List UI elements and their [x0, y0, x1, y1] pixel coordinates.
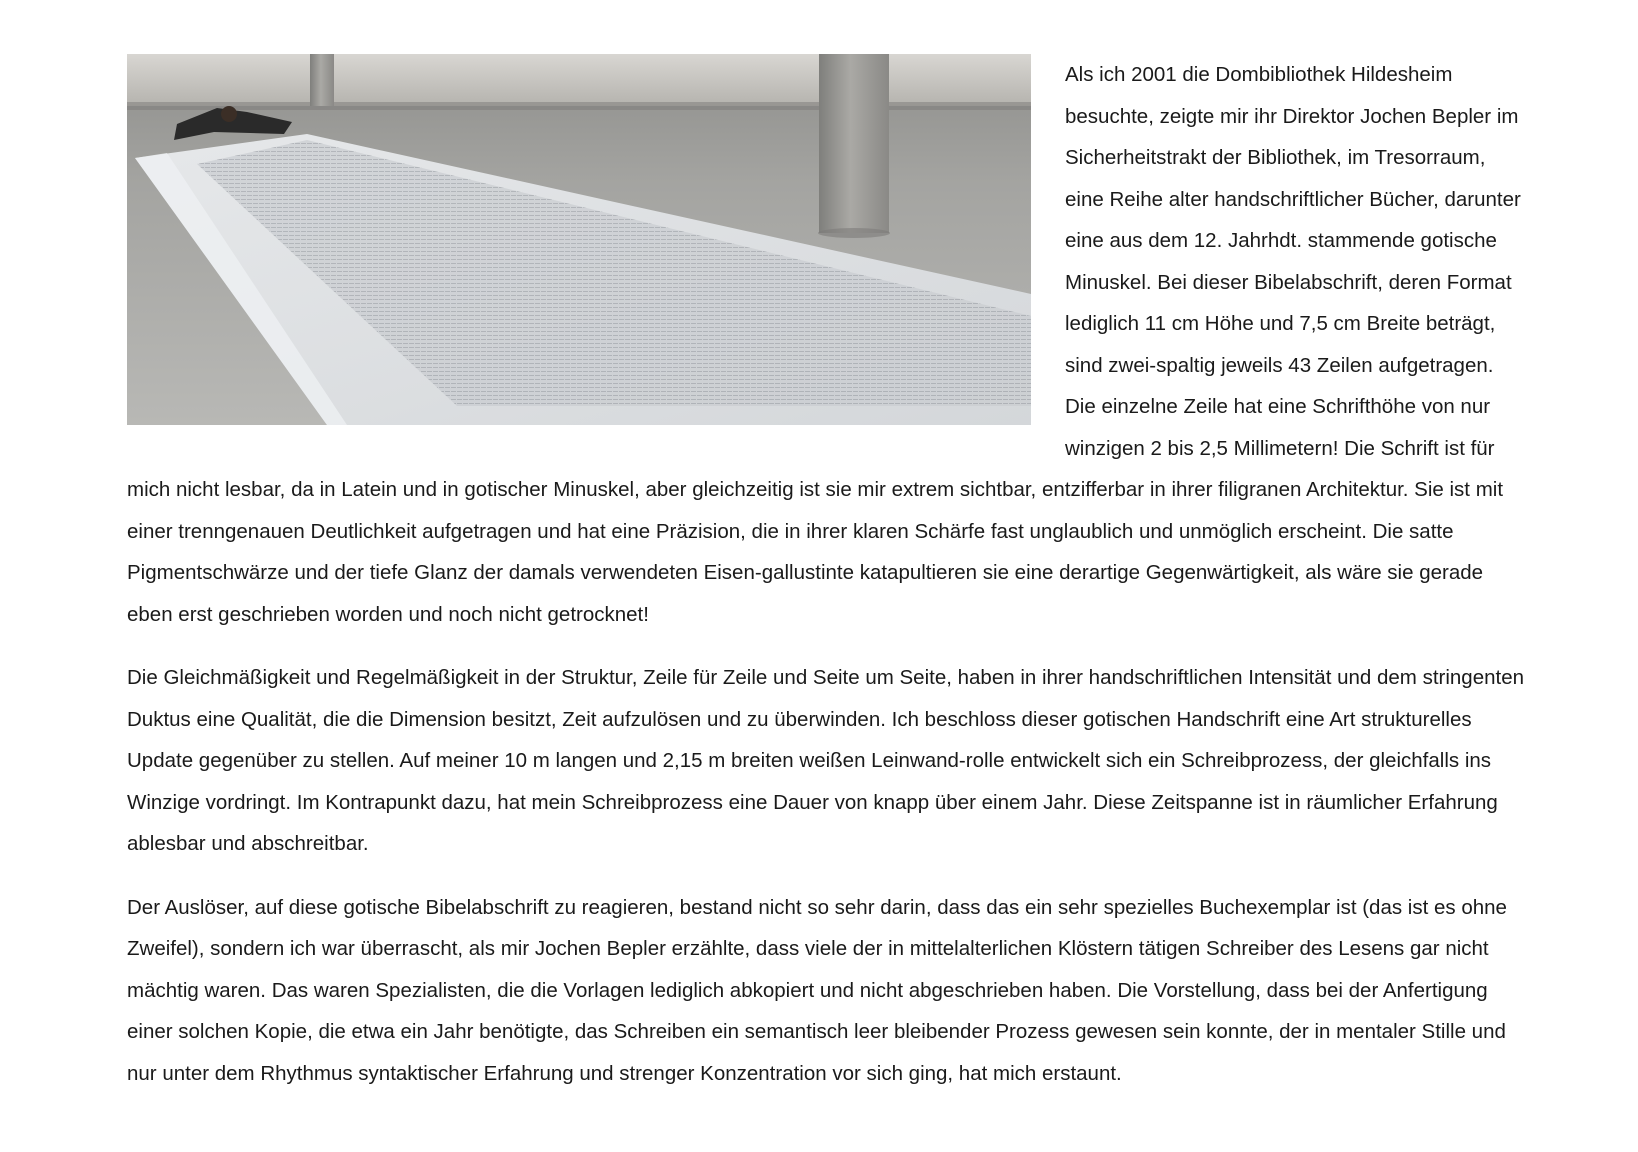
paragraph-1: Als ich 2001 die Dombibliothek Hildesheim besuchte, zeigte mir ihr Direktor Jochen Bepler im Sicherheitstrakt der Bibliothek, im Tresorraum, eine Reihe alter handschriftlicher Bücher, darunter eine aus dem 12. Jahrhdt. stammende gotische Minuskel. Bei dieser Bibelabschrift, deren Format lediglich 11 cm Höhe und 7,5 cm Breite beträgt, sind zwei-spaltig jeweils 43 Zeilen aufgetragen. Die einzelne Zeile hat eine Schrifthöhe von nur winzigen 2 bis 2,5 Millimetern! Die Schrift ist für mich nicht lesbar, da in Latein und in gotischer Minuskel, aber gleichzeitig ist sie mir extrem sichtbar, entzifferbar in ihrer filigranen Architektur. Sie ist mit einer trenngenauen Deutlichkeit aufgetragen und hat eine Präzision, die in ihrer klaren Schärfe fast unglaublich und unmöglich erscheint. Die satte Pigmentschwärze und der tiefe Glanz der damals verwendeten Eisen-gallustinte katapultieren sie eine derartige Gegenwärtigkeit, als wäre sie gerade eben erst geschrieben worden und noch nicht getrocknet! [127, 63, 1521, 626]
paragraph-3: Der Auslöser, auf diese gotische Bibelabschrift zu reagieren, bestand nicht so sehr darin, dass das ein sehr spezielles Buchexemplar ist (das ist es ohne Zweifel), sondern ich war überrascht, als mir Jochen Bepler erzählte, dass viele der in mittelalterlichen Klöstern tätigen Schreiber des Lesens gar nicht mächtig waren. Das waren Spezialisten, die die Vorlagen lediglich abkopiert und nicht abgeschrieben haben. Die Vorstellung, dass bei der Anfertigung einer solchen Kopie, die etwa ein Jahr benötigte, das Schreiben ein semantisch leer bleibender Prozess gewesen sein konnte, der in mentaler Stille und nur unter dem Rhythmus syntaktischer Erfahrung und strenger Konzentration vor sich ging, hat mich erstaunt. [127, 895, 1507, 1085]
canvas-scroll-photo [127, 54, 1031, 425]
photo-illustration [127, 54, 1031, 425]
article [127, 54, 1527, 1116]
paragraph-2: Die Gleichmäßigkeit und Regelmäßigkeit in der Struktur, Zeile für Zeile und Seite um Seite, haben in ihrer handschriftlichen Intensität und dem stringenten Duktus eine Qualität, die die Dimension besitzt, Zeit aufzulösen und zu überwinden. Ich beschloss dieser gotischen Handschrift eine Art strukturelles Update gegenüber zu stellen. Auf meiner 10 m langen und 2,15 m breiten weißen Leinwand-rolle entwickelt sich ein Schreibprozess, der gleichfalls ins Winzige vordringt. Im Kontrapunkt dazu, hat mein Schreibprozess eine Dauer von knapp über einem Jahr. Diese Zeitspanne ist in räumlicher Erfahrung ablesbar und abschreitbar. [127, 666, 1525, 855]
